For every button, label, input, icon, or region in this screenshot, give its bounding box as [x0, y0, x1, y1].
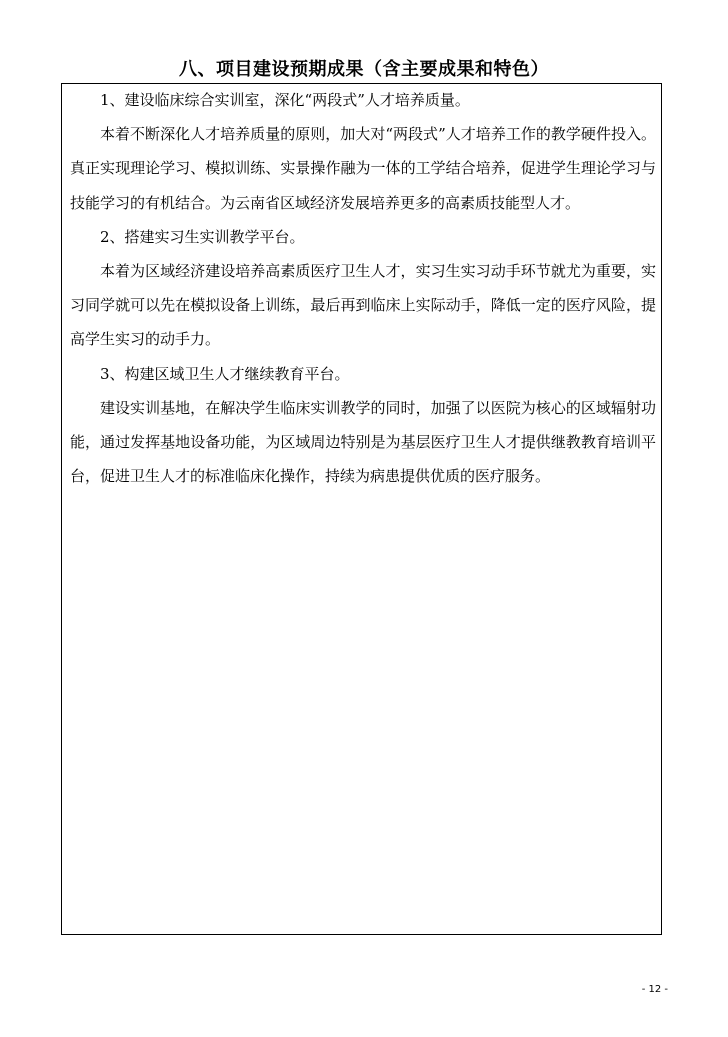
heading-item-2: 2、搭建实习生实训教学平台。 — [100, 227, 305, 246]
content-body — [70, 84, 656, 493]
page-number: - 12 - — [641, 984, 668, 995]
page-title: 八、项目建设预期成果（含主要成果和特色） — [179, 59, 549, 80]
heading-item-1: 1、建设临床综合实训室，深化“两段式”人才培养质量。 — [100, 91, 470, 109]
content-table-cell — [61, 83, 662, 935]
heading-item-3: 3、构建区域卫生人才继续教育平台。 — [100, 364, 350, 383]
paragraph-item-3: 建设实训基地，在解决学生临床实训教学的同时，加强了以医院为核心的区域辐射功能，通过发挥基地设备功能，为区域周边特别是为基层医疗卫生人才提供继教教育培训平台，促进卫生人才的标准临床化操作，持续为病患提供优质的医疗服务。 — [70, 398, 656, 486]
paragraph-item-1: 本着不断深化人才培养质量的原则，加大对“两段式”人才培养工作的教学硬件投入。真正实现理论学习、模拟训练、实景操作融为一体的工学结合培养，促进学生理论学习与技能学习的有机结合。为云南省区域经济发展培养更多的高素质技能型人才。 — [70, 125, 656, 212]
paragraph-item-2: 本着为区域经济建设培养高素质医疗卫生人才，实习生实习动手环节就尤为重要，实习同学就可以先在模拟设备上训练，最后再到临床上实际动手，降低一定的医疗风险，提高学生实习的动手力。 — [70, 262, 656, 349]
